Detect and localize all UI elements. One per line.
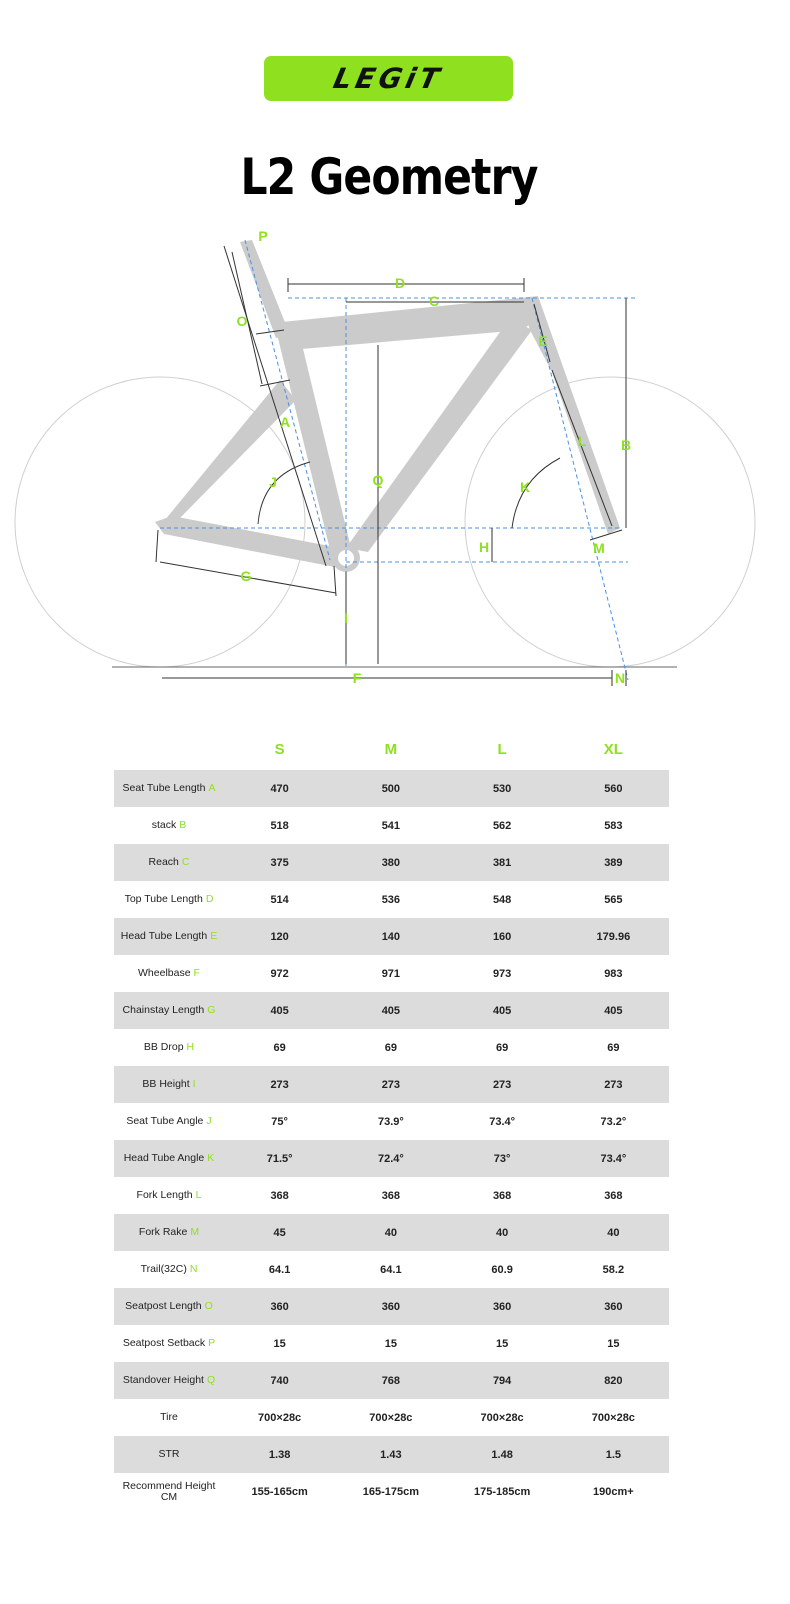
row-label-text: BB Drop [143, 1041, 184, 1053]
table-cell: 972 [270, 967, 289, 980]
table-cell: 1.48 [447, 1436, 558, 1473]
table-cell: 120 [224, 918, 335, 955]
table-row [114, 807, 669, 844]
table-cell: 405 [447, 992, 558, 1029]
row-label [114, 770, 224, 807]
table-cell: 15 [496, 1337, 509, 1350]
row-code-letter: L [195, 1189, 202, 1201]
table-cell: 273 [558, 1066, 669, 1103]
table-cell: 971 [381, 967, 401, 980]
table-cell: 273 [335, 1066, 446, 1103]
table-cell: 72.4° [335, 1140, 446, 1177]
table-cell: 73.4° [558, 1140, 669, 1177]
table-cell: 69 [384, 1041, 397, 1054]
row-code-letter: Q [206, 1374, 216, 1386]
row-label [114, 1362, 224, 1399]
row-code-letter: P [208, 1337, 216, 1349]
row-label [114, 1288, 224, 1325]
table-cell: 368 [604, 1189, 623, 1202]
table-cell: 381 [447, 844, 558, 881]
label-f: F [352, 670, 362, 686]
row-label [114, 1177, 224, 1214]
row-label-text: Seatpost Setback [122, 1337, 206, 1349]
table-cell: 700×28c [258, 1411, 302, 1424]
table-row [114, 1288, 669, 1325]
row-code-letter: I [192, 1078, 196, 1090]
row-label [114, 1436, 224, 1473]
table-row [114, 918, 669, 955]
table-header-corner [114, 728, 224, 770]
row-label-text: stack [151, 819, 177, 831]
table-cell: 40 [335, 1214, 446, 1251]
table-cell: 190cm+ [593, 1485, 634, 1498]
table-cell: 15 [607, 1337, 620, 1350]
brand-logo [264, 56, 513, 101]
table-cell: 40 [447, 1214, 558, 1251]
table-cell: 45 [224, 1214, 335, 1251]
size-header: L [497, 740, 507, 758]
table-cell: 155-165cm [251, 1485, 308, 1498]
row-label [114, 1214, 224, 1251]
row-code-letter: B [179, 819, 187, 831]
label-q: Q [372, 472, 384, 488]
table-cell: 69 [607, 1041, 620, 1054]
label-b: B [620, 437, 632, 453]
row-label [114, 1399, 224, 1436]
table-cell: 375 [224, 844, 335, 881]
table-cell: 518 [270, 819, 289, 832]
label-c: C [428, 293, 440, 309]
row-code-letter: N [189, 1263, 198, 1275]
geometry-table-body [114, 770, 669, 1510]
row-label-text: Top Tube Length [124, 893, 203, 905]
table-cell: 69 [273, 1041, 286, 1054]
table-row [114, 1029, 669, 1066]
geometry-table [114, 728, 669, 1510]
row-label-text: Seat Tube Length [122, 782, 206, 794]
table-cell: 1.5 [558, 1436, 669, 1473]
table-row [114, 881, 669, 918]
row-label-text: Seatpost Length [125, 1300, 202, 1312]
table-row [114, 1177, 669, 1214]
table-cell: 73.9° [377, 1115, 404, 1128]
table-cell: 583 [604, 819, 623, 832]
table-row [114, 1436, 669, 1473]
table-cell: 360 [447, 1288, 558, 1325]
table-row [114, 1066, 669, 1103]
row-code-letter: H [186, 1041, 195, 1053]
row-label-text: Tire [160, 1411, 178, 1423]
table-cell: 530 [447, 770, 558, 807]
table-cell: 470 [224, 770, 335, 807]
table-cell: 700×28c [369, 1411, 413, 1424]
table-cell: 179.96 [558, 918, 669, 955]
size-header: M [384, 740, 398, 758]
row-label [114, 1029, 224, 1066]
geometry-diagram [0, 220, 790, 690]
table-cell: 64.1 [268, 1263, 291, 1276]
table-cell: 405 [558, 992, 669, 1029]
bike-frame [155, 240, 620, 572]
table-cell: 1.38 [224, 1436, 335, 1473]
table-cell: 175-185cm [473, 1485, 531, 1498]
row-code-letter: C [181, 856, 190, 868]
table-cell: 700×28c [591, 1411, 635, 1424]
row-code-letter: J [206, 1115, 212, 1127]
table-row [114, 770, 669, 807]
page-title: L2 Geometry [240, 148, 538, 206]
table-cell: 273 [224, 1066, 335, 1103]
row-code-letter: F [193, 967, 200, 979]
label-m: M [593, 540, 605, 556]
label-j: J [269, 474, 277, 490]
table-cell: 71.5° [224, 1140, 335, 1177]
table-cell: 368 [492, 1189, 512, 1202]
row-label-text: Wheelbase [138, 967, 191, 979]
row-code-letter: K [207, 1152, 215, 1164]
row-label-text: Head Tube Angle [123, 1152, 205, 1164]
table-cell: 273 [447, 1066, 558, 1103]
row-code-letter: D [205, 893, 214, 905]
table-cell: 768 [335, 1362, 446, 1399]
table-cell: 160 [447, 918, 558, 955]
table-cell: 69 [496, 1041, 509, 1054]
table-cell: 700×28c [480, 1411, 524, 1424]
table-row [114, 1473, 669, 1510]
table-header-row [114, 728, 669, 770]
row-label-text: Reach [148, 856, 179, 868]
label-g: G [240, 568, 252, 584]
row-label-text: Head Tube Length [120, 930, 208, 942]
table-cell: 60.9 [491, 1263, 513, 1276]
table-row [114, 1362, 669, 1399]
label-n: N [614, 670, 626, 686]
row-label [114, 1103, 224, 1140]
row-label-text: Fork Length [136, 1189, 193, 1201]
table-cell: 740 [224, 1362, 335, 1399]
table-cell: 514 [270, 893, 289, 906]
table-row [114, 844, 669, 881]
label-l: L [577, 433, 587, 449]
table-cell: 40 [558, 1214, 669, 1251]
table-cell: 983 [604, 967, 623, 980]
row-label [114, 1473, 224, 1510]
row-label [114, 844, 224, 881]
table-cell: 140 [335, 918, 446, 955]
table-cell: 560 [558, 770, 669, 807]
table-cell: 536 [381, 893, 401, 906]
table-cell: 360 [224, 1288, 335, 1325]
table-cell: 64.1 [380, 1263, 402, 1276]
size-header: S [274, 740, 285, 758]
row-label [114, 881, 224, 918]
table-cell: 548 [492, 893, 512, 906]
table-cell: 73° [447, 1140, 558, 1177]
row-label [114, 807, 224, 844]
table-cell: 368 [381, 1189, 401, 1202]
label-d: D [394, 275, 406, 291]
table-row [114, 1214, 669, 1251]
table-cell: 562 [492, 819, 512, 832]
table-cell: 380 [335, 844, 446, 881]
row-label [114, 1325, 224, 1362]
table-row [114, 1325, 669, 1362]
table-cell: 368 [270, 1189, 289, 1202]
row-label-text: Fork Rake [138, 1226, 188, 1238]
row-label [114, 992, 224, 1029]
row-code-letter: A [208, 782, 216, 794]
table-cell: 165-175cm [362, 1485, 420, 1498]
row-label-text: Standover Height [122, 1374, 204, 1386]
row-label [114, 1140, 224, 1177]
table-cell: 73.2° [600, 1115, 627, 1128]
label-a: A [279, 414, 291, 430]
row-label [114, 955, 224, 992]
row-label-text: Seat Tube Angle [126, 1115, 204, 1127]
table-cell: 1.43 [335, 1436, 446, 1473]
table-cell: 794 [447, 1362, 558, 1399]
table-cell: 360 [558, 1288, 669, 1325]
label-e: E [538, 333, 548, 349]
table-cell: 389 [558, 844, 669, 881]
row-code-letter: G [207, 1004, 216, 1016]
label-i: I [344, 610, 348, 626]
table-cell: 405 [335, 992, 446, 1029]
row-label [114, 1066, 224, 1103]
table-cell: 820 [558, 1362, 669, 1399]
row-label-text: Trail(32C) [140, 1263, 187, 1275]
table-row [114, 1103, 669, 1140]
row-label [114, 1251, 224, 1288]
table-cell: 565 [604, 893, 623, 906]
row-label-text: STR [158, 1448, 180, 1460]
table-cell: 15 [273, 1337, 286, 1350]
table-row [114, 1251, 669, 1288]
label-k: K [519, 479, 531, 495]
table-row [114, 1140, 669, 1177]
table-cell: 500 [335, 770, 446, 807]
label-o: O [236, 313, 248, 329]
table-cell: 541 [381, 819, 401, 832]
brand-logo-text: LEGiT [330, 62, 447, 95]
table-row [114, 955, 669, 992]
label-p: P [258, 228, 268, 244]
row-label-text: BB Height [142, 1078, 190, 1090]
table-cell: 58.2 [602, 1263, 625, 1276]
table-cell: 360 [335, 1288, 446, 1325]
table-row [114, 1399, 669, 1436]
row-code-letter: O [204, 1300, 213, 1312]
table-cell: 73.4° [489, 1115, 516, 1128]
row-code-letter: M [190, 1226, 200, 1238]
table-cell: 405 [224, 992, 335, 1029]
table-cell: 15 [384, 1337, 397, 1350]
row-label-text: Chainstay Length [122, 1004, 205, 1016]
table-row [114, 992, 669, 1029]
row-code-letter: E [210, 930, 218, 942]
row-label [114, 918, 224, 955]
label-h: H [478, 539, 490, 555]
table-cell: 75° [271, 1115, 288, 1128]
row-label-text: Recommend Height CM [122, 1479, 216, 1503]
table-cell: 973 [492, 967, 512, 980]
size-header: XL [603, 740, 623, 758]
